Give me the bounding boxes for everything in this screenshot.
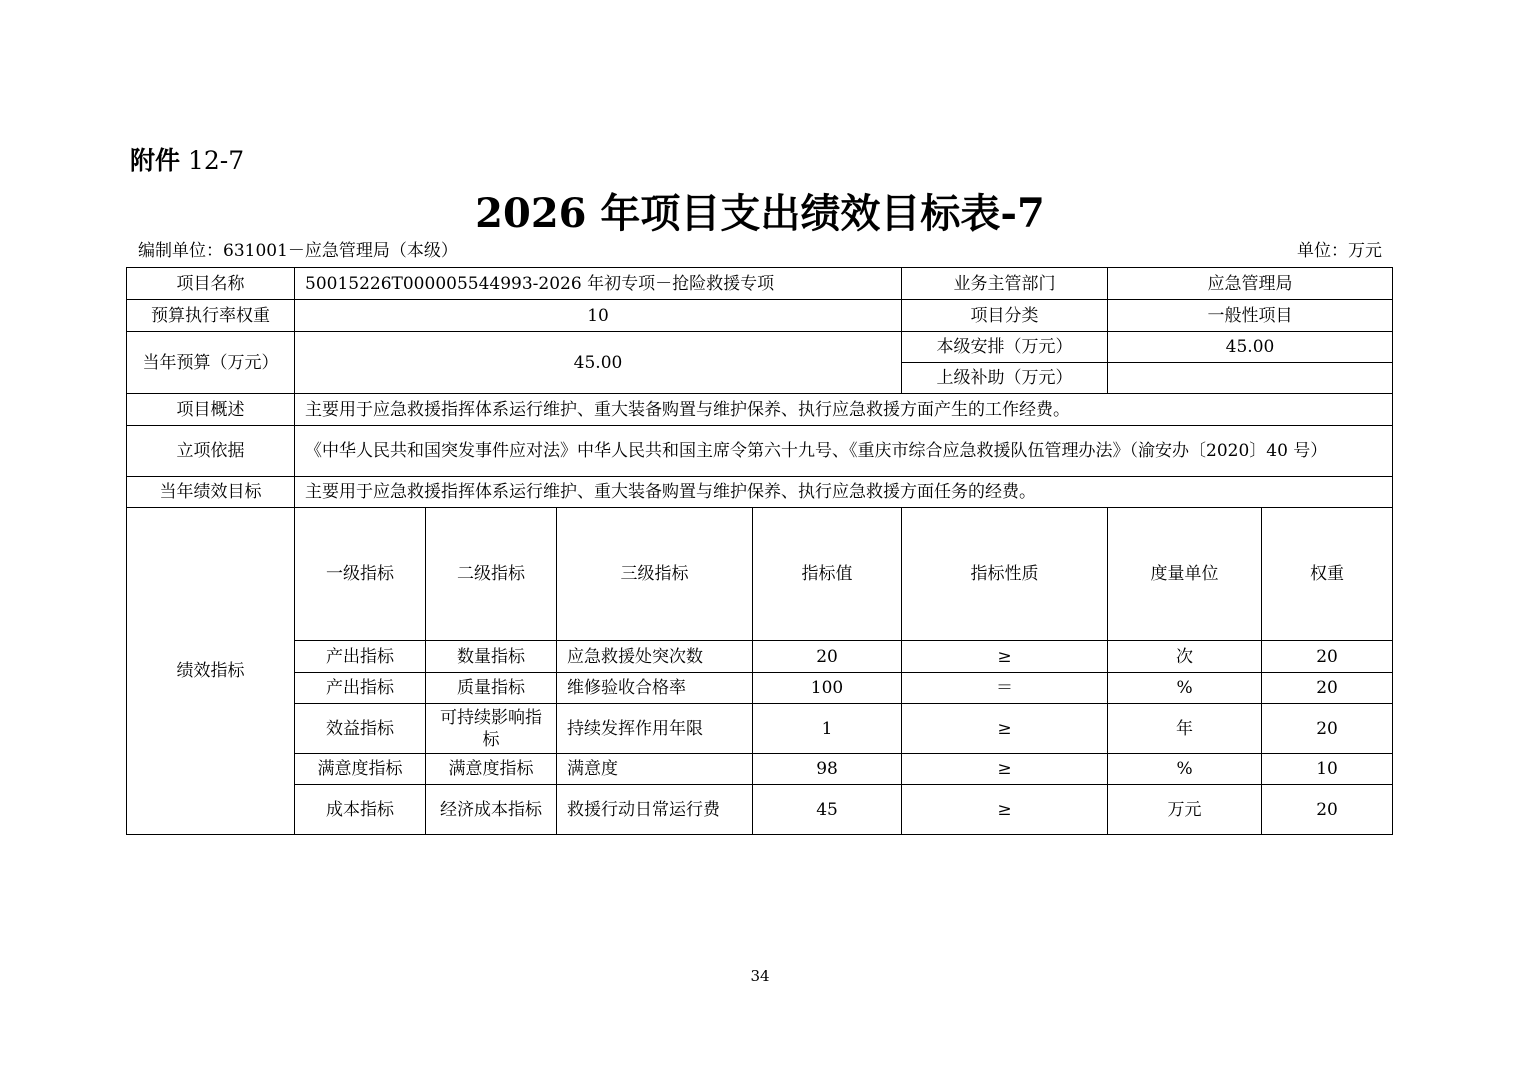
table-row <box>127 426 1393 477</box>
header-cell: 指标性质 <box>902 508 1108 641</box>
cell: 持续发挥作用年限 <box>557 704 753 754</box>
table-row <box>127 641 1393 673</box>
budget-rate: 10 <box>295 300 902 332</box>
cell: 数量指标 <box>426 641 557 673</box>
budget-rate-label: 预算执行率权重 <box>127 300 295 332</box>
cell: ≥ <box>902 785 1108 835</box>
table-row <box>127 785 1393 835</box>
basis: 《中华人民共和国突发事件应对法》中华人民共和国主席令第六十九号、《重庆市综合应急救援队伍管理办法》（渝安办〔2020〕40 号） <box>295 426 1393 477</box>
category: 一般性项目 <box>1108 300 1393 332</box>
cell: 20 <box>1262 785 1393 835</box>
cell: 满意度 <box>557 754 753 785</box>
cell: 满意度指标 <box>426 754 557 785</box>
cell: 应急救援处突次数 <box>557 641 753 673</box>
table-row <box>127 394 1393 426</box>
indicators-label: 绩效指标 <box>127 508 295 835</box>
cell: 20 <box>1262 673 1393 704</box>
cell: 20 <box>1262 704 1393 754</box>
header-cell: 三级指标 <box>557 508 753 641</box>
cell: 经济成本指标 <box>426 785 557 835</box>
page-number: 34 <box>750 967 770 985</box>
attachment-word: 附件 <box>130 146 181 175</box>
header-cell: 度量单位 <box>1108 508 1262 641</box>
cell: 成本指标 <box>295 785 426 835</box>
cell: % <box>1108 673 1262 704</box>
cell: 次 <box>1108 641 1262 673</box>
cell: 产出指标 <box>295 641 426 673</box>
cell: ＝ <box>902 673 1108 704</box>
cell: 20 <box>1262 641 1393 673</box>
header-cell: 指标值 <box>753 508 902 641</box>
page-title: 2026 年项目支出绩效目标表-7 <box>475 190 1045 237</box>
cell: 98 <box>753 754 902 785</box>
annual-budget: 45.00 <box>295 332 902 394</box>
table-row <box>127 300 1393 332</box>
performance-table <box>126 267 1393 835</box>
cell: ≥ <box>902 704 1108 754</box>
cell: 效益指标 <box>295 704 426 754</box>
cell: 20 <box>753 641 902 673</box>
cell: 45 <box>753 785 902 835</box>
compiling-unit: 编制单位：631001－应急管理局（本级） <box>138 241 458 261</box>
annual-budget-label: 当年预算（万元） <box>127 332 295 394</box>
cell: 维修验收合格率 <box>557 673 753 704</box>
header-cell: 一级指标 <box>295 508 426 641</box>
cell: 100 <box>753 673 902 704</box>
project-name-label: 项目名称 <box>127 268 295 300</box>
header-cell: 权重 <box>1262 508 1393 641</box>
currency-unit: 单位：万元 <box>1297 241 1382 261</box>
category-label: 项目分类 <box>902 300 1108 332</box>
table-row <box>127 673 1393 704</box>
attachment-number: 12-7 <box>187 146 245 175</box>
cell: 质量指标 <box>426 673 557 704</box>
project-name: 50015226T000005544993-2026 年初专项－抢险救援专项 <box>295 268 902 300</box>
dept: 应急管理局 <box>1108 268 1393 300</box>
cell: 救援行动日常运行费 <box>557 785 753 835</box>
cell: 1 <box>753 704 902 754</box>
header-cell: 二级指标 <box>426 508 557 641</box>
cell: 满意度指标 <box>295 754 426 785</box>
cell: 万元 <box>1108 785 1262 835</box>
cell: 可持续影响指标 <box>426 704 557 754</box>
cell: % <box>1108 754 1262 785</box>
dept-label: 业务主管部门 <box>902 268 1108 300</box>
overview-label: 项目概述 <box>127 394 295 426</box>
table-row <box>127 268 1393 300</box>
table-row <box>127 754 1393 785</box>
local-amount: 45.00 <box>1108 332 1393 363</box>
table-row <box>127 704 1393 754</box>
table-row <box>127 477 1393 508</box>
goal: 主要用于应急救援指挥体系运行维护、重大装备购置与维护保养、执行应急救援方面任务的经费。 <box>295 477 1393 508</box>
cell: 年 <box>1108 704 1262 754</box>
overview: 主要用于应急救援指挥体系运行维护、重大装备购置与维护保养、执行应急救援方面产生的工作经费。 <box>295 394 1393 426</box>
indicator-header-row <box>127 508 1393 641</box>
basis-label: 立项依据 <box>127 426 295 477</box>
local-label: 本级安排（万元） <box>902 332 1108 363</box>
cell: 产出指标 <box>295 673 426 704</box>
attachment-label <box>130 144 244 178</box>
goal-label: 当年绩效目标 <box>127 477 295 508</box>
upper-label: 上级补助（万元） <box>902 363 1108 394</box>
cell: ≥ <box>902 754 1108 785</box>
table-row <box>127 332 1393 363</box>
cell: ≥ <box>902 641 1108 673</box>
upper-amount <box>1108 363 1393 394</box>
cell: 10 <box>1262 754 1393 785</box>
